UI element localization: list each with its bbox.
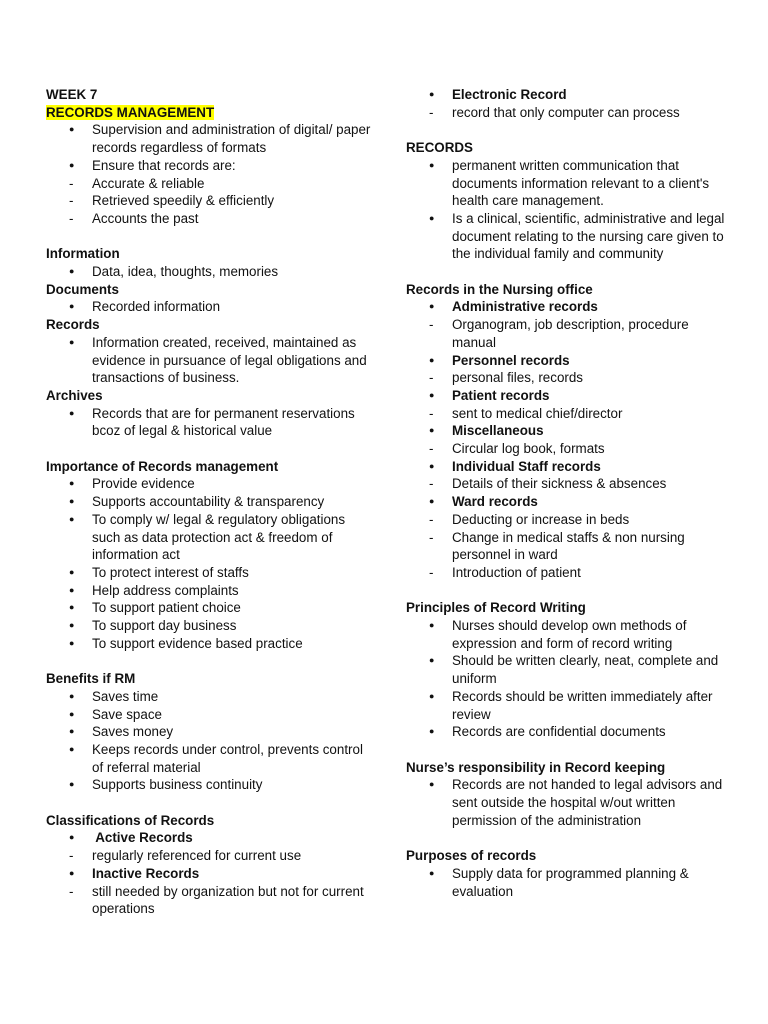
- importance-heading: Importance of Records management: [46, 458, 279, 474]
- record-type-label: ● Miscellaneous: [406, 422, 728, 440]
- list-item: ● To support day business: [46, 617, 376, 635]
- list-item: - Introduction of patient: [406, 564, 728, 582]
- list-item: - Accounts the past: [46, 210, 376, 228]
- list-item: ● Supervision and administration of digital/ paper records regardless of formats: [46, 121, 376, 156]
- list-item: - Circular log book, formats: [406, 440, 728, 458]
- list-item: ● Supply data for programmed planning & evaluation: [406, 865, 728, 900]
- purposes-heading: Purposes of records: [406, 848, 537, 864]
- record-type-label: ● Administrative records: [406, 298, 728, 316]
- electronic-record-label: ● Electronic Record: [406, 86, 728, 104]
- list-item: - record that only computer can process: [406, 104, 728, 122]
- list-item: - sent to medical chief/director: [406, 405, 728, 423]
- list-item: ● Information created, received, maintained as evidence in pursuance of legal obligations and transactions of business.: [46, 334, 376, 387]
- record-type-label: ● Individual Staff records: [406, 458, 728, 476]
- list-item: - Accurate & reliable: [46, 175, 376, 193]
- list-item: ● To support evidence based practice: [46, 635, 376, 653]
- week-label: WEEK 7: [46, 87, 98, 102]
- list-item: ● permanent written communication that documents information relevant to a client's health care management.: [406, 157, 728, 210]
- list-item: ● Records that are for permanent reservations bcoz of legal & historical value: [46, 405, 376, 440]
- documents-heading: Documents: [46, 281, 119, 297]
- list-item: ● Records are not handed to legal advisors and sent outside the hospital w/out written permission of the administration: [406, 776, 728, 829]
- responsibility-heading: Nurse’s responsibility in Record keeping: [406, 759, 666, 775]
- list-item: ● Supports accountability & transparency: [46, 493, 376, 511]
- list-item: ● Help address complaints: [46, 582, 376, 600]
- right-column: [406, 86, 728, 900]
- list-item: ● Records are confidential documents: [406, 723, 728, 741]
- record-type-label: ● Patient records: [406, 387, 728, 405]
- list-item: ● To protect interest of staffs: [46, 564, 376, 582]
- record-type-label: ● Ward records: [406, 493, 728, 511]
- list-item: ● Saves money: [46, 723, 376, 741]
- list-item: - Details of their sickness & absences: [406, 475, 728, 493]
- left-column: [46, 86, 376, 918]
- active-records-label: ● Active Records: [46, 829, 376, 847]
- list-item: ● Data, idea, thoughts, memories: [46, 263, 376, 281]
- records-management-title: RECORDS MANAGEMENT: [46, 104, 215, 120]
- list-item: ● Recorded information: [46, 298, 376, 316]
- list-item: - personal files, records: [406, 369, 728, 387]
- list-item: ● Ensure that records are:: [46, 157, 376, 175]
- record-type-label: ● Personnel records: [406, 352, 728, 370]
- list-item: - Deducting or increase in beds: [406, 511, 728, 529]
- list-item: - Organogram, job description, procedure manual: [406, 316, 728, 351]
- principles-heading: Principles of Record Writing: [406, 600, 586, 616]
- list-item: ● Records should be written immediately after review: [406, 688, 728, 723]
- list-item: - Change in medical staffs & non nursing personnel in ward: [406, 529, 728, 564]
- records-heading: Records: [46, 317, 100, 333]
- classifications-heading: Classifications of Records: [46, 812, 215, 828]
- list-item: ● Is a clinical, scientific, administrative and legal document relating to the nursing care given to the individual family and community: [406, 210, 728, 263]
- list-item: ● Keeps records under control, prevents control of referral material: [46, 741, 376, 776]
- list-item: ● Provide evidence: [46, 475, 376, 493]
- list-item: ● Save space: [46, 706, 376, 724]
- list-item: ● Nurses should develop own methods of expression and form of record writing: [406, 617, 728, 652]
- list-item: ● To comply w/ legal & regulatory obligations such as data protection act & freedom of information act: [46, 511, 376, 564]
- inactive-records-label: ● Inactive Records: [46, 865, 376, 883]
- list-item: - still needed by organization but not for current operations: [46, 883, 376, 918]
- benefits-heading: Benefits if RM: [46, 671, 136, 687]
- list-item: ● Should be written clearly, neat, complete and uniform: [406, 652, 728, 687]
- list-item: - Retrieved speedily & efficiently: [46, 192, 376, 210]
- list-item: ● Saves time: [46, 688, 376, 706]
- list-item: ● Supports business continuity: [46, 776, 376, 794]
- records-section-heading: RECORDS: [406, 140, 473, 156]
- nursing-office-heading: Records in the Nursing office: [406, 281, 593, 297]
- information-heading: Information: [46, 246, 120, 262]
- list-item: - regularly referenced for current use: [46, 847, 376, 865]
- archives-heading: Archives: [46, 387, 103, 403]
- list-item: ● To support patient choice: [46, 599, 376, 617]
